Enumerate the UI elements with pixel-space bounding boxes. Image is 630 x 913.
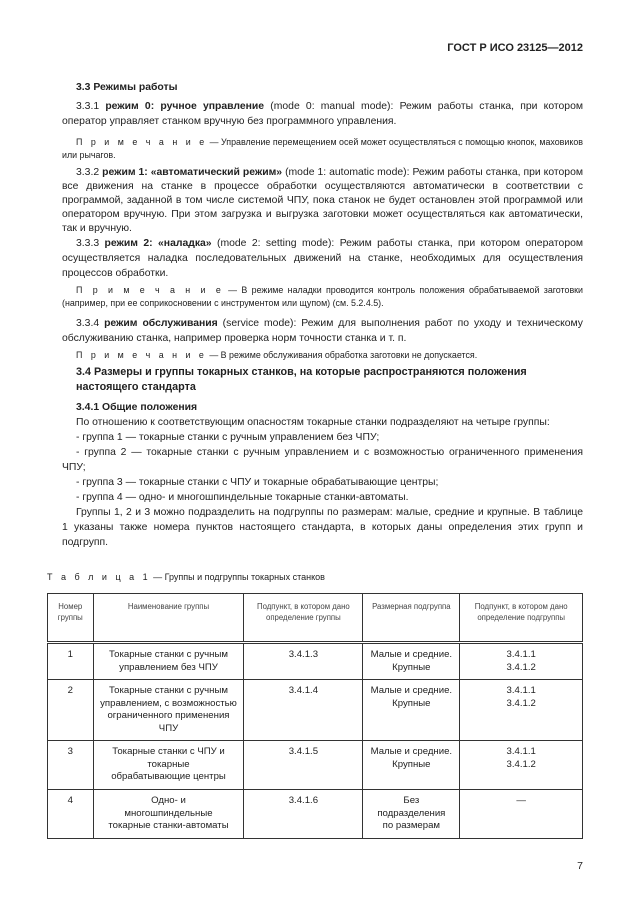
- paragraph-3-3-2: [62, 166, 583, 236]
- list-item: - группа 4 — одно- и многошпиндельные токарные станки-автоматы.: [76, 492, 409, 503]
- column-header: Подпункт, в котором дано определение подгруппы: [460, 594, 583, 643]
- table-row: [48, 790, 583, 839]
- table-cell: Токарные станки с ручным управлением без ЧПУ: [93, 643, 244, 680]
- note-label: П р и м е ч а н и е: [76, 137, 208, 147]
- paragraph-3-3-4: [62, 316, 583, 346]
- note-2: [62, 284, 583, 310]
- intro-text: По отношению к соответствующим опасностям токарные станки подразделяют на четыре группы:: [76, 417, 550, 428]
- note-label: П р и м е ч а н и е: [76, 285, 224, 295]
- table-cell: 3.4.1.5: [244, 741, 363, 790]
- note-3: [62, 349, 583, 362]
- definition: (service mode): Режим для выполнения работ по уходу и техническому обслуживанию станка, например проверка норм точности станка и т. п.: [62, 318, 583, 344]
- column-header: Размерная подгруппа: [363, 594, 460, 643]
- note-1: [62, 136, 583, 162]
- table-cell: 3.4.1.4: [244, 680, 363, 741]
- definition: (mode 0: manual mode): Режим работы станка, при котором оператор управляет станком вручную без программного управления.: [62, 101, 583, 127]
- clause-number: 3.3.3: [76, 238, 105, 249]
- term: режим обслуживания: [104, 318, 218, 329]
- table-cell: 4: [48, 790, 94, 839]
- list-item: - группа 2 — токарные станки с ручным управлением и с возможностью ограниченного применения ЧПУ;: [62, 447, 583, 473]
- table-cell: Малые и средние. Крупные: [363, 643, 460, 680]
- paragraph-3-3-3: [62, 236, 583, 281]
- definition: (mode 1: automatic mode): Режим работы станка, при котором все движения на станке в процессе обработки осуществляются автоматически в соответствии с программой, заданной в том числе системой ЧПУ, пока станок не будет остановлен этой программой или оператором вручную. При этом загрузка и выгрузка заготовки может осуществляться как автоматически, так и вручную.: [62, 167, 583, 234]
- table-cell: Малые и средние. Крупные: [363, 680, 460, 741]
- column-header: Номер группы: [48, 594, 94, 643]
- table-cell: Без подразделения по размерам: [363, 790, 460, 839]
- table-row: [48, 680, 583, 741]
- caption-label: Т а б л и ц а 1: [47, 572, 151, 582]
- note-text: — Управление перемещением осей может осуществляться с помощью кнопок, маховиков или рычагов.: [62, 137, 583, 160]
- section-3-4-title: 3.4 Размеры и группы токарных станков, на которые распространяются положения настоящего стандарта: [76, 366, 527, 393]
- table-row: [48, 643, 583, 680]
- table-cell: 3.4.1.1 3.4.1.2: [460, 643, 583, 680]
- table-cell: 2: [48, 680, 94, 741]
- document-header: ГОСТ Р ИСО 23125—2012: [447, 42, 583, 54]
- column-header: Подпункт, в котором дано определение группы: [244, 594, 363, 643]
- table-caption: [47, 572, 325, 582]
- clause-number: 3.3.2: [76, 167, 103, 178]
- term: режим 2: «наладка»: [104, 238, 212, 249]
- outro-text: Группы 1, 2 и 3 можно подразделить на подгруппы по размерам: малые, средние и крупные. В таблице 1 указаны также номера пунктов настоящего стандарта, в которых даны определения этих групп и подгрупп.: [62, 507, 583, 548]
- table-cell: Малые и средние. Крупные: [363, 741, 460, 790]
- table-header-row: [48, 594, 583, 643]
- section-3-4-1-title: 3.4.1 Общие положения: [76, 402, 198, 413]
- table-cell: 1: [48, 643, 94, 680]
- note-label: П р и м е ч а н и е: [76, 350, 207, 360]
- caption-text: — Группы и подгруппы токарных станков: [150, 572, 325, 582]
- column-header: Наименование группы: [93, 594, 244, 643]
- table-row: [48, 741, 583, 790]
- section-3-3-title: 3.3 Режимы работы: [76, 82, 178, 93]
- note-text: — В режиме обслуживания обработка заготовки не допускается.: [206, 350, 478, 360]
- table-cell: Токарные станки с ручным управлением, с возможностью ограниченного применения ЧПУ: [93, 680, 244, 741]
- table-cell: 3.4.1.1 3.4.1.2: [460, 741, 583, 790]
- page-number: 7: [577, 860, 583, 872]
- paragraph-3-3-1: [62, 99, 583, 129]
- clause-number: 3.3.1: [76, 101, 106, 112]
- table-cell: 3.4.1.1 3.4.1.2: [460, 680, 583, 741]
- table-cell: —: [460, 790, 583, 839]
- list-item: - группа 3 — токарные станки с ЧПУ и токарные обрабатывающие центры;: [76, 477, 439, 488]
- table-cell: 3.4.1.3: [244, 643, 363, 680]
- table-cell: 3.4.1.6: [244, 790, 363, 839]
- table-cell: Одно- и многошпиндельные токарные станки-автоматы: [93, 790, 244, 839]
- table-cell: Токарные станки с ЧПУ и токарные обрабатывающие центры: [93, 741, 244, 790]
- groups-table: [47, 593, 583, 839]
- term: режим 0: ручное управление: [105, 101, 265, 112]
- term: режим 1: «автоматический режим»: [102, 167, 283, 178]
- definition: (mode 2: setting mode): Режим работы станка, при котором оператором осуществляется наладка последовательных движений на станке, необходимых для осуществления процессов обработки.: [62, 238, 584, 279]
- clause-number: 3.3.4: [76, 318, 105, 329]
- table-cell: 3: [48, 741, 94, 790]
- note-text: — В режиме наладки проводится контроль положения обрабатываемой заготовки (например, при ее соприкосновении с инструментом или щупом) (см. 5.2.4.5).: [62, 285, 584, 308]
- section-3-4-1: [62, 400, 583, 550]
- list-item: - группа 1 — токарные станки с ручным управлением без ЧПУ;: [76, 432, 380, 443]
